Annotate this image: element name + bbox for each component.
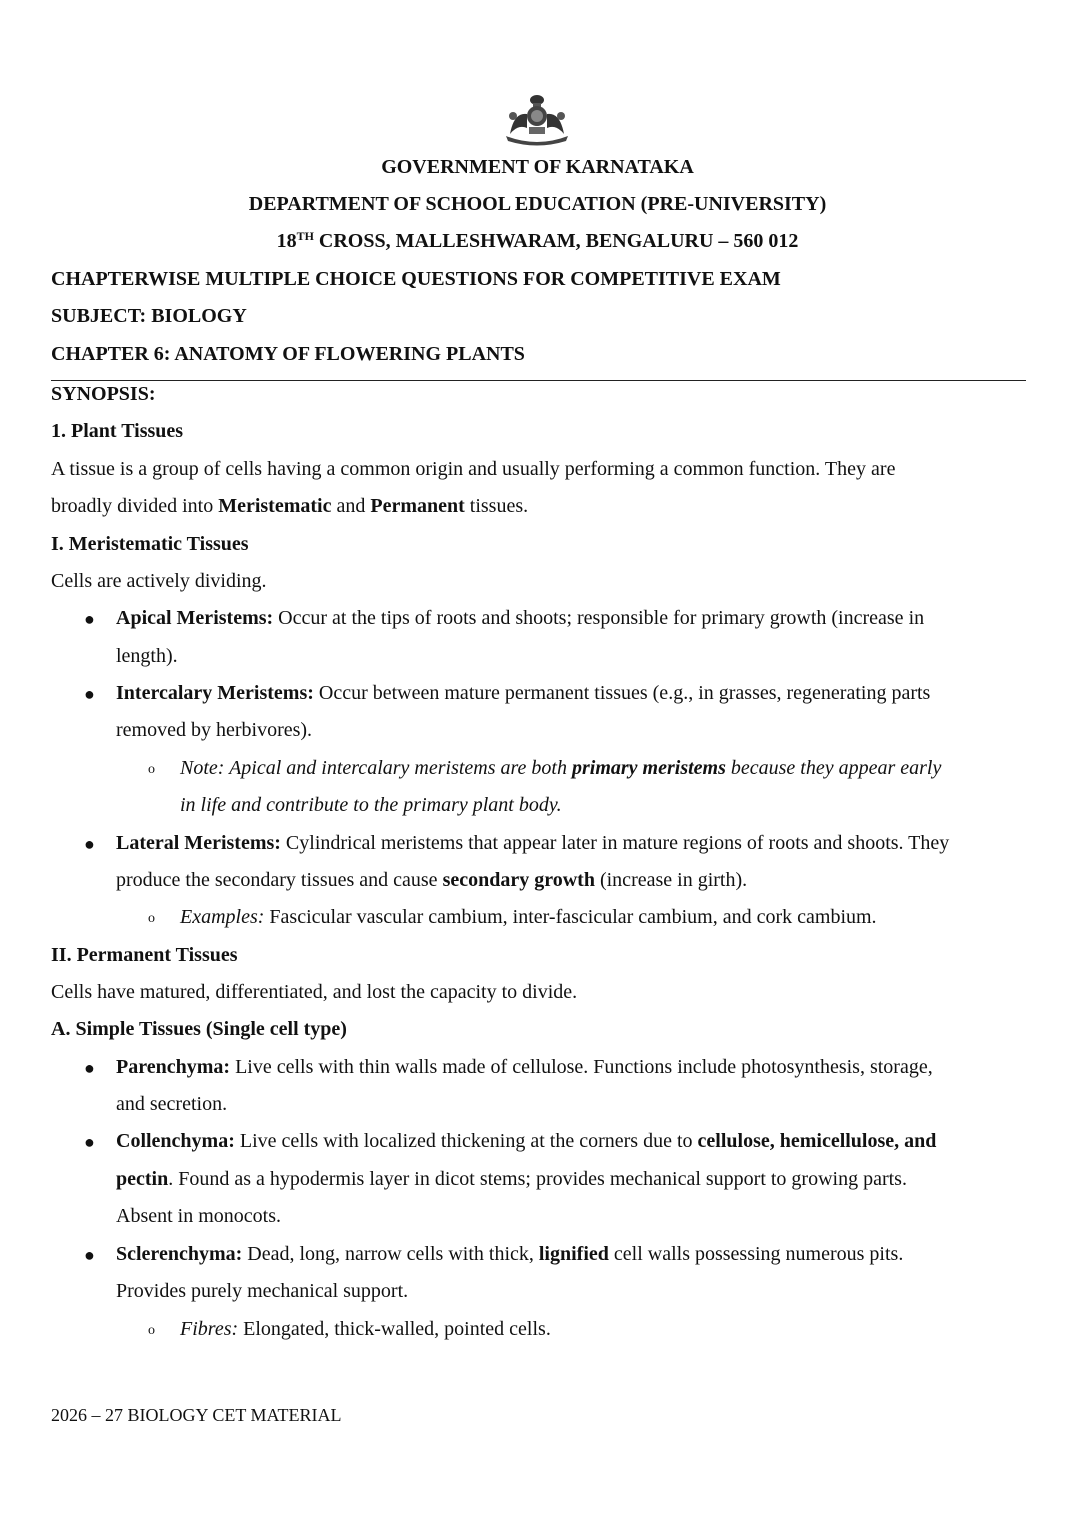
examples-label: Examples: bbox=[180, 906, 265, 928]
term-intercalary: Intercalary Meristems: bbox=[116, 682, 314, 704]
circle-bullet-icon: o bbox=[148, 1323, 155, 1338]
text: Dead, long, narrow cells with thick, bbox=[242, 1243, 539, 1265]
text: because they appear early bbox=[725, 757, 942, 779]
text: cell walls possessing numerous pits. bbox=[608, 1243, 904, 1265]
term-apical: Apical Meristems: bbox=[116, 607, 274, 629]
term-meristematic: Meristematic bbox=[218, 495, 332, 517]
term-secondary-growth: secondary growth bbox=[442, 869, 595, 891]
chapter-line: CHAPTER 6: ANATOMY OF FLOWERING PLANTS bbox=[51, 343, 525, 365]
list-item-lateral-line2 bbox=[116, 869, 747, 892]
karnataka-emblem-icon bbox=[500, 94, 574, 146]
list-item-lateral-line1 bbox=[116, 832, 949, 855]
term-lateral: Lateral Meristems: bbox=[116, 832, 281, 854]
section-meristematic: I. Meristematic Tissues bbox=[51, 533, 249, 555]
section-simple-tissues: A. Simple Tissues (Single cell type) bbox=[51, 1018, 347, 1040]
circle-bullet-icon: o bbox=[148, 762, 155, 777]
list-item-parenchyma-line2: and secretion. bbox=[116, 1093, 228, 1115]
text: tissues. bbox=[464, 495, 529, 517]
address-rest: CROSS, MALLESHWARAM, BENGALURU – 560 012 bbox=[313, 230, 799, 252]
bullet-icon: ● bbox=[84, 834, 95, 854]
paragraph-meristematic: Cells are actively dividing. bbox=[51, 570, 267, 592]
address-number: 18 bbox=[276, 230, 297, 252]
section-permanent: II. Permanent Tissues bbox=[51, 944, 238, 966]
term-sclerenchyma: Sclerenchyma: bbox=[116, 1243, 243, 1265]
list-item-sclerenchyma-line1 bbox=[116, 1243, 903, 1266]
list-item-collenchyma-line2 bbox=[116, 1168, 907, 1191]
term-permanent: Permanent bbox=[370, 495, 465, 517]
paragraph-tissue-def-line1: A tissue is a group of cells having a common origin and usually performing a common function. They are bbox=[51, 458, 896, 480]
circle-bullet-icon: o bbox=[148, 911, 155, 926]
bullet-icon: ● bbox=[84, 1245, 95, 1265]
text: Occur at the tips of roots and shoots; responsible for primary growth (increase in bbox=[273, 607, 925, 629]
fibres-label: Fibres: bbox=[180, 1318, 239, 1340]
text: Note: Apical and intercalary meristems are both bbox=[180, 757, 572, 779]
subject-line: SUBJECT: BIOLOGY bbox=[51, 305, 247, 327]
text: and bbox=[331, 495, 371, 517]
bullet-icon: ● bbox=[84, 1132, 95, 1152]
text: (increase in girth). bbox=[594, 869, 748, 891]
document-title: CHAPTERWISE MULTIPLE CHOICE QUESTIONS FOR COMPETITIVE EXAM bbox=[51, 268, 781, 290]
term-primary-meristems: primary meristems bbox=[571, 757, 726, 779]
section-divider bbox=[51, 380, 1026, 381]
bullet-icon: ● bbox=[84, 684, 95, 704]
bullet-icon: ● bbox=[84, 1058, 95, 1078]
note-line2: in life and contribute to the primary plant body. bbox=[180, 794, 562, 816]
text: Cylindrical meristems that appear later in mature regions of roots and shoots. They bbox=[280, 832, 950, 854]
list-item-collenchyma-line1 bbox=[116, 1130, 936, 1153]
paragraph-permanent: Cells have matured, differentiated, and lost the capacity to divide. bbox=[51, 981, 578, 1003]
list-item-apical-line1 bbox=[116, 607, 924, 630]
term-pectin: pectin bbox=[116, 1168, 169, 1190]
note-line1 bbox=[180, 757, 941, 780]
text: Live cells with thin walls made of cellulose. Functions include photosynthesis, storage, bbox=[230, 1056, 933, 1078]
examples-line bbox=[180, 906, 877, 929]
list-item-apical-line2: length). bbox=[116, 645, 178, 667]
text: Fascicular vascular cambium, inter-fascicular cambium, and cork cambium. bbox=[264, 906, 877, 928]
section-plant-tissues: 1. Plant Tissues bbox=[51, 420, 184, 442]
text: produce the secondary tissues and cause bbox=[116, 869, 443, 891]
list-item-collenchyma-line3: Absent in monocots. bbox=[116, 1205, 281, 1227]
department-heading: DEPARTMENT OF SCHOOL EDUCATION (PRE-UNIVERSITY) bbox=[248, 193, 827, 215]
text: broadly divided into bbox=[51, 495, 219, 517]
fibres-line bbox=[180, 1318, 551, 1341]
page-footer: 2026 – 27 BIOLOGY CET MATERIAL bbox=[51, 1405, 342, 1425]
text: Occur between mature permanent tissues (e.g., in grasses, regenerating parts bbox=[313, 682, 931, 704]
paragraph-tissue-def-line2 bbox=[51, 495, 528, 518]
text: Live cells with localized thickening at the corners due to bbox=[234, 1130, 698, 1152]
list-item-intercalary-line1 bbox=[116, 682, 930, 705]
synopsis-heading: SYNOPSIS: bbox=[51, 383, 156, 405]
address-heading bbox=[0, 230, 1075, 253]
term-parenchyma: Parenchyma: bbox=[116, 1056, 231, 1078]
org-heading: GOVERNMENT OF KARNATAKA bbox=[381, 156, 694, 178]
bullet-icon: ● bbox=[84, 609, 95, 629]
text: . Found as a hypodermis layer in dicot stems; provides mechanical support to growing parts. bbox=[168, 1168, 907, 1190]
list-item-intercalary-line2: removed by herbivores). bbox=[116, 719, 313, 741]
address-ordinal: TH bbox=[296, 229, 314, 243]
text: Elongated, thick-walled, pointed cells. bbox=[238, 1318, 551, 1340]
term-cellulose: cellulose, hemicellulose, and bbox=[697, 1130, 937, 1152]
list-item-parenchyma-line1 bbox=[116, 1056, 933, 1079]
term-lignified: lignified bbox=[538, 1243, 609, 1265]
list-item-sclerenchyma-line2: Provides purely mechanical support. bbox=[116, 1280, 409, 1302]
term-collenchyma: Collenchyma: bbox=[116, 1130, 235, 1152]
